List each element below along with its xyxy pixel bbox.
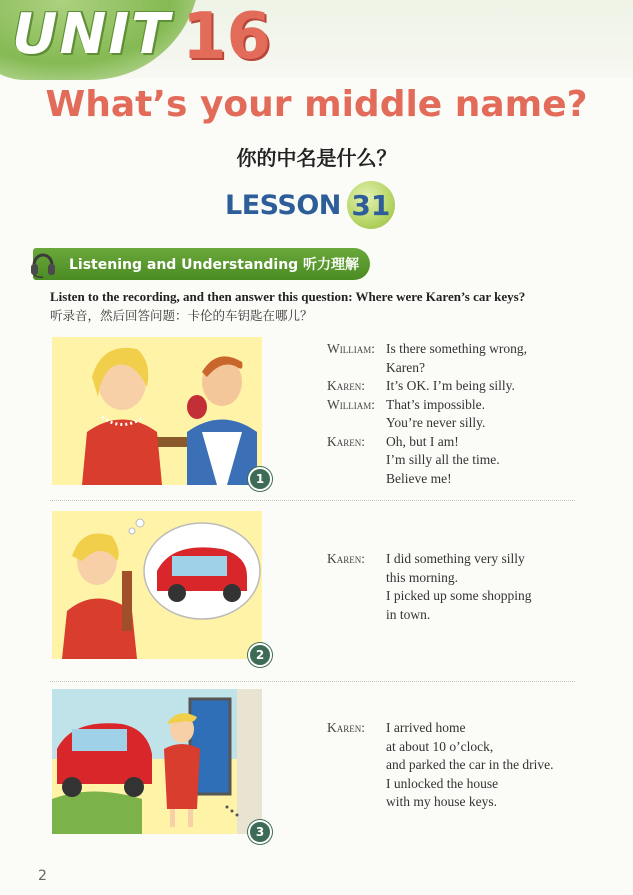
illustration-1 xyxy=(52,337,265,486)
dialogue-line xyxy=(327,606,531,625)
lesson-heading xyxy=(225,180,395,230)
speaker xyxy=(327,756,386,775)
unit-number: 16 xyxy=(182,0,272,74)
speaker xyxy=(327,414,386,433)
utterance: at about 10 o’clock, xyxy=(386,738,494,754)
utterance: That’s impossible. xyxy=(386,396,485,412)
speaker: Karen: xyxy=(327,720,365,735)
dialogue-3 xyxy=(327,719,554,812)
lesson-number: 31 xyxy=(347,181,395,229)
unit-word: UNIT xyxy=(12,2,172,67)
dialogue-line xyxy=(327,433,527,452)
dialogue-line xyxy=(327,414,527,433)
utterance: and parked the car in the drive. xyxy=(386,757,554,772)
speaker xyxy=(327,587,386,606)
dialogue-line xyxy=(327,775,554,794)
utterance: this morning. xyxy=(386,569,459,585)
panel-number-badge: 3 xyxy=(248,820,272,844)
utterance: in town. xyxy=(386,606,431,622)
dialogue-line xyxy=(327,587,531,606)
dialogue-line xyxy=(327,719,554,738)
utterance: You’re never silly. xyxy=(386,415,486,430)
speaker: William: xyxy=(327,341,375,356)
speaker xyxy=(327,569,386,588)
speaker: Karen: xyxy=(327,551,365,566)
speaker xyxy=(327,793,386,812)
dialogue-line xyxy=(327,451,527,470)
speaker: William: xyxy=(327,396,375,412)
utterance: Oh, but I am! xyxy=(386,433,459,449)
illustration-2 xyxy=(52,511,265,662)
utterance: Believe me! xyxy=(386,470,452,486)
speaker: Karen: xyxy=(327,378,365,393)
utterance: with my house keys. xyxy=(386,794,497,809)
utterance: I picked up some shopping xyxy=(386,588,532,603)
page-title-chinese: 你的中名是什么？ xyxy=(236,146,397,170)
dialogue-line xyxy=(327,470,527,489)
section-header xyxy=(33,248,370,280)
utterance: I did something very silly xyxy=(386,551,525,566)
dialogue-line xyxy=(327,738,554,757)
dialogue-line xyxy=(327,359,527,378)
utterance: Is there something wrong, xyxy=(386,341,527,356)
utterance: Karen? xyxy=(386,359,425,375)
dialogue-line xyxy=(327,569,531,588)
divider xyxy=(50,500,575,501)
instruction-chinese: 听录音，然后回答问题：卡伦的车钥匙在哪儿？ xyxy=(50,309,313,323)
page-title: What’s your middle name? xyxy=(45,84,588,125)
speaker xyxy=(327,738,386,757)
dialogue-line xyxy=(327,396,527,415)
utterance: I’m silly all the time. xyxy=(386,452,500,467)
speaker xyxy=(327,470,386,489)
dialogue-line xyxy=(327,340,527,359)
panel-number-badge: 2 xyxy=(248,643,272,667)
dialogue-line xyxy=(327,756,554,775)
utterance: I unlocked the house xyxy=(386,775,499,791)
speaker xyxy=(327,606,386,625)
panel-number-badge: 1 xyxy=(248,467,272,491)
dialogue-line xyxy=(327,793,554,812)
utterance: It’s OK. I’m being silly. xyxy=(386,378,515,393)
divider xyxy=(50,681,575,682)
section-label: Listening and Understanding 听力理解 xyxy=(69,257,360,273)
dialogue-2 xyxy=(327,550,531,624)
lesson-label: LESSON xyxy=(225,189,341,221)
dialogue-1 xyxy=(327,340,527,488)
instruction-english: Listen to the recording, and then answer this question: Where were Karen’s car keys? xyxy=(50,289,526,304)
page-number: 2 xyxy=(38,868,47,884)
speaker xyxy=(327,775,386,794)
utterance: I arrived home xyxy=(386,720,466,735)
headphones-icon xyxy=(29,247,57,279)
speaker xyxy=(327,359,386,378)
dialogue-line xyxy=(327,377,527,396)
speaker: Karen: xyxy=(327,433,365,449)
speaker xyxy=(327,451,386,470)
dialogue-line xyxy=(327,550,531,569)
illustration-3 xyxy=(52,689,265,839)
